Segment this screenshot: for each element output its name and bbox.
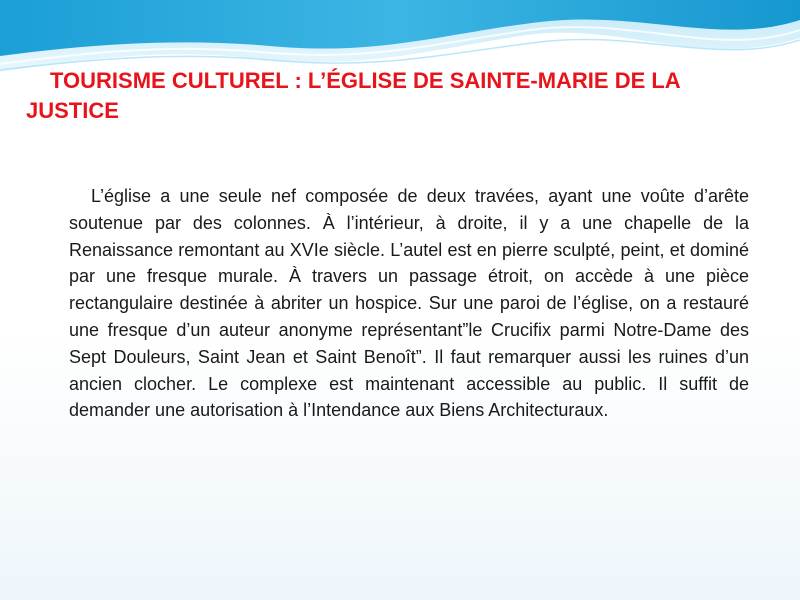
body-paragraph: L’église a une seule nef composée de deux travées, ayant une voûte d’arête soutenue par des colonnes. À l’intérieur, à droite, il y a une chapelle de la Renaissance remontant au XVIe siècle. L’autel est en pierre sculpté, peint, et dominé par une fresque murale. À travers un passage étroit, on accède à une pièce rectangulaire destinée à abriter un hospice. Sur une paroi de l’église, on a restauré une fresque d’un auteur anonyme représentant”le Crucifix parmi Notre-Dame des Sept Douleurs, Saint Jean et Saint Benoît”. Il faut remarquer aussi les ruines d’un ancien clocher. Le complexe est maintenant accessible au public. Il suffit de demander une autorisation à l’Intendance aux Biens Architecturaux. bbox=[69, 186, 749, 421]
slide-title: TOURISME CULTUREL : L’ÉGLISE DE SAINTE-MARIE DE LA JUSTICE bbox=[26, 68, 680, 123]
